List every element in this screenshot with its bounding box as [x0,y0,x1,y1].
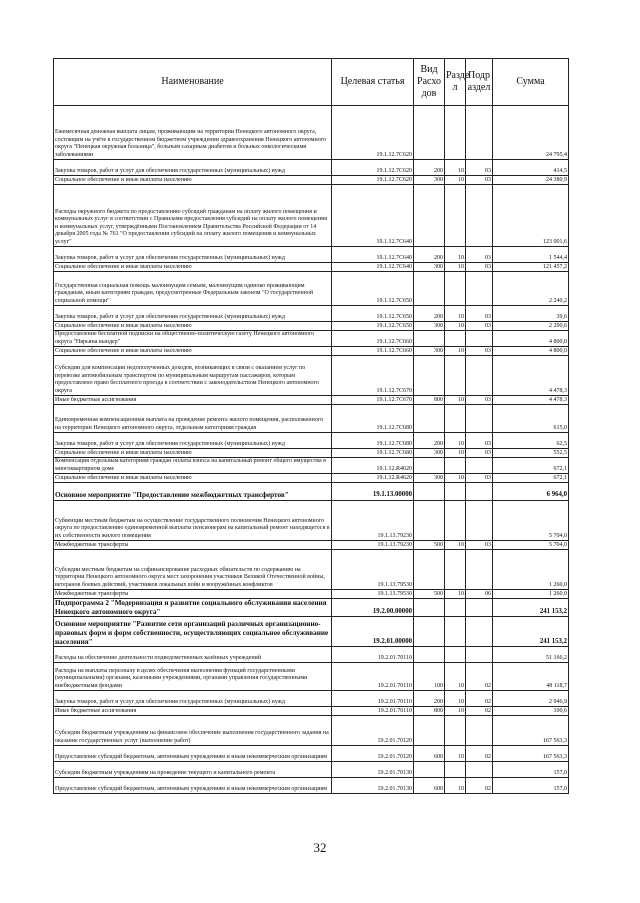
row-name-cell: Государственная социальная помощь малоимущим семьям, малоимущим одиноко проживающим гражданам, иным категориям граждан, предусмотренные Федеральным законом "О государственной социальной помощи" [54,272,332,306]
row-sum-cell: 4 800,0 [493,331,569,347]
row-expense-type-cell: 500 [414,590,445,599]
row-subsection-cell: 02 [466,778,493,794]
row-expense-type-cell [414,458,445,474]
table-row [54,449,569,458]
header-expense-type: Вид Расхо дов [414,59,445,106]
row-subsection-cell [466,647,493,663]
row-name-cell: Основное мероприятие "Предоставление межбюджетных трансфертов" [54,483,332,501]
row-name-cell: Социальное обеспечение и иные выплаты населению [54,322,332,331]
row-sum-cell: 1 260,0 [493,590,569,599]
budget-table-page [53,58,568,794]
table-row [54,599,569,617]
row-section-cell: 10 [445,707,466,716]
row-sum-cell: 167 563,3 [493,716,569,746]
row-target-article-cell: 19.1.12.7С640 [332,263,414,272]
row-subsection-cell: 02 [466,691,493,707]
row-name-cell: Закупка товаров, работ и услуг для обеспечения государственных (муниципальных) нужд [54,433,332,449]
row-sum-cell: 62,5 [493,433,569,449]
row-target-article-cell: 19.2.01.70130 [332,778,414,794]
row-section-cell: 10 [445,347,466,356]
row-section-cell: 10 [445,541,466,550]
row-sum-cell: 24 795,4 [493,106,569,160]
row-expense-type-cell: 200 [414,691,445,707]
row-name-cell: Субвенции местным бюджетам на осуществление государственного полномочия Ненецкого автономного округа по предоставлению единовременной выплаты пенсионерам на капитальный ремонт находящегося в их собственности жилого помещения [54,501,332,541]
row-expense-type-cell: 600 [414,778,445,794]
row-section-cell [445,599,466,617]
row-expense-type-cell [414,331,445,347]
row-target-article-cell: 19.2.01.70130 [332,762,414,778]
row-subsection-cell: 02 [466,707,493,716]
row-section-cell: 10 [445,449,466,458]
row-section-cell: 10 [445,263,466,272]
row-target-article-cell: 19.1.12.7С670 [332,396,414,405]
row-section-cell: 10 [445,322,466,331]
row-sum-cell: 1 260,0 [493,550,569,590]
row-subsection-cell: 03 [466,396,493,405]
table-row [54,272,569,306]
row-name-cell: Компенсация отдельным категориям граждан оплаты взноса на капитальный ремонт общего имущества в многоквартирном доме [54,458,332,474]
row-section-cell: 10 [445,433,466,449]
row-sum-cell: 4 478,3 [493,356,569,396]
row-target-article-cell: 19.1.12.7С650 [332,322,414,331]
row-sum-cell: 157,0 [493,762,569,778]
table-row [54,501,569,541]
row-expense-type-cell [414,762,445,778]
table-row [54,691,569,707]
row-name-cell: Единовременная компенсационная выплата на проведение ремонта жилого помещения, расположенного на территории Ненецкого автономного округа, отдельным категориям граждан [54,405,332,433]
row-subsection-cell [466,405,493,433]
row-name-cell: Социальное обеспечение и иные выплаты населению [54,347,332,356]
row-expense-type-cell: 300 [414,347,445,356]
row-section-cell: 10 [445,691,466,707]
row-section-cell: 10 [445,590,466,599]
table-row [54,356,569,396]
row-name-cell: Закупка товаров, работ и услуг для обеспечения государственных (муниципальных) нужд [54,691,332,707]
row-target-article-cell: 19.1.13.79530 [332,590,414,599]
row-name-cell: Социальное обеспечение и иные выплаты населению [54,263,332,272]
row-subsection-cell [466,458,493,474]
row-sum-cell: 39,6 [493,306,569,322]
header-section: Разде л [445,59,466,106]
row-expense-type-cell: 200 [414,306,445,322]
row-sum-cell: 4 800,0 [493,347,569,356]
row-target-article-cell: 19.1.12.7С620 [332,160,414,176]
table-row [54,396,569,405]
table-row [54,263,569,272]
row-name-cell: Иные бюджетные ассигнования [54,396,332,405]
row-expense-type-cell: 300 [414,263,445,272]
table-row [54,176,569,185]
row-subsection-cell: 03 [466,176,493,185]
row-subsection-cell [466,483,493,501]
row-target-article-cell: 19.1.12.7С640 [332,247,414,263]
table-row [54,483,569,501]
row-name-cell: Иные бюджетные ассигнования [54,707,332,716]
row-expense-type-cell: 800 [414,396,445,405]
row-name-cell: Закупка товаров, работ и услуг для обеспечения государственных (муниципальных) нужд [54,306,332,322]
row-expense-type-cell: 300 [414,176,445,185]
table-row [54,716,569,746]
row-subsection-cell: 03 [466,541,493,550]
row-name-cell: Социальное обеспечение и иные выплаты населению [54,449,332,458]
header-subsection: Подр аздел [466,59,493,106]
row-section-cell [445,716,466,746]
row-expense-type-cell [414,617,445,647]
row-name-cell: Предоставление бесплатной подписки на общественно-политическую газету Ненецкого автономного округа "Нярьяна вындер" [54,331,332,347]
row-subsection-cell: 03 [466,347,493,356]
table-row [54,185,569,247]
row-name-cell: Расходы на выплаты персоналу в целях обеспечения выполнения функций государственными (муниципальными) органами, казенными учреждениями, органами управления государственными внебюджетными фондами [54,663,332,691]
row-subsection-cell: 03 [466,247,493,263]
row-sum-cell: 414,5 [493,160,569,176]
row-sum-cell: 48 118,7 [493,663,569,691]
row-subsection-cell [466,762,493,778]
row-sum-cell: 100,6 [493,707,569,716]
row-target-article-cell: 19.1.13.79530 [332,550,414,590]
header-sum: Сумма [493,59,569,106]
row-expense-type-cell [414,647,445,663]
table-row [54,746,569,762]
row-target-article-cell: 19.1.12.7С660 [332,331,414,347]
row-sum-cell: 157,0 [493,778,569,794]
row-section-cell: 10 [445,176,466,185]
row-name-cell: Межбюджетные трансферты [54,541,332,550]
row-section-cell [445,405,466,433]
row-section-cell [445,458,466,474]
row-name-cell: Субсидии для компенсации недополученных доходов, возникающих в связи с оказанием услуг по перевозке автомобильным транспортом по муниципальным маршрутам пассажиров, которым предоставлено право бесплатного проезда в соответствии с законодательством Ненецкого автономного округа [54,356,332,396]
row-expense-type-cell [414,185,445,247]
row-expense-type-cell: 300 [414,449,445,458]
row-subsection-cell: 03 [466,263,493,272]
row-name-cell: Предоставление субсидий бюджетным, автономным учреждениям и иным некоммерческим организациям [54,746,332,762]
row-name-cell: Закупка товаров, работ и услуг для обеспечения государственных (муниципальных) нужд [54,247,332,263]
row-section-cell: 10 [445,474,466,483]
row-section-cell [445,617,466,647]
row-subsection-cell [466,617,493,647]
row-expense-type-cell: 300 [414,322,445,331]
row-subsection-cell [466,716,493,746]
row-section-cell [445,647,466,663]
row-target-article-cell: 19.1.12.7С650 [332,272,414,306]
row-sum-cell: 615,0 [493,405,569,433]
row-section-cell [445,106,466,160]
row-target-article-cell: 19.1.12.7С620 [332,106,414,160]
row-section-cell: 10 [445,663,466,691]
row-expense-type-cell [414,501,445,541]
row-section-cell: 10 [445,306,466,322]
table-row [54,590,569,599]
row-subsection-cell: 03 [466,449,493,458]
row-section-cell: 10 [445,160,466,176]
row-target-article-cell: 19.2.01.70110 [332,647,414,663]
row-name-cell: Субсидии местным бюджетам на софинансирование расходных обязательств по содержанию на территории Ненецкого автономного округа мест захоронения участников Великой Отечественной войны, ветеранов боевых действий, участников локальных войн и вооружённых конфликтов [54,550,332,590]
row-subsection-cell: 03 [466,306,493,322]
row-expense-type-cell: 800 [414,707,445,716]
row-expense-type-cell [414,405,445,433]
row-expense-type-cell: 200 [414,160,445,176]
row-sum-cell: 2 200,6 [493,322,569,331]
row-target-article-cell: 19.1.12.7С680 [332,433,414,449]
table-body [54,106,569,794]
table-row [54,617,569,647]
row-sum-cell: 6 964,0 [493,483,569,501]
row-section-cell [445,356,466,396]
row-target-article-cell: 19.2.01.70110 [332,707,414,716]
row-section-cell [445,272,466,306]
table-row [54,458,569,474]
row-subsection-cell: 02 [466,746,493,762]
row-expense-type-cell [414,716,445,746]
row-target-article-cell: 19.2.01.00000 [332,617,414,647]
row-target-article-cell: 19.1.12.7С640 [332,185,414,247]
page-number: 32 [313,840,327,855]
row-target-article-cell: 19.1.13.00000 [332,483,414,501]
table-row [54,106,569,160]
row-section-cell [445,483,466,501]
row-sum-cell: 24 380,9 [493,176,569,185]
row-section-cell [445,501,466,541]
table-row [54,663,569,691]
row-expense-type-cell: 500 [414,541,445,550]
row-expense-type-cell: 600 [414,746,445,762]
row-sum-cell: 121 457,2 [493,263,569,272]
table-row [54,322,569,331]
row-section-cell [445,331,466,347]
table-row [54,306,569,322]
table-row [54,647,569,663]
row-section-cell: 10 [445,778,466,794]
row-sum-cell: 552,5 [493,449,569,458]
row-sum-cell: 241 153,2 [493,599,569,617]
row-subsection-cell: 03 [466,322,493,331]
row-name-cell: Социальное обеспечение и иные выплаты населению [54,474,332,483]
row-subsection-cell: 06 [466,590,493,599]
row-sum-cell: 4 478,3 [493,396,569,405]
row-target-article-cell: 19.2.01.70110 [332,691,414,707]
row-expense-type-cell: 300 [414,474,445,483]
table-row [54,347,569,356]
row-subsection-cell [466,356,493,396]
table-row [54,541,569,550]
row-sum-cell: 672,1 [493,474,569,483]
row-target-article-cell: 19.1.12.R4620 [332,458,414,474]
header-name: Наименование [54,59,332,106]
row-target-article-cell: 19.1.12.7С620 [332,176,414,185]
row-subsection-cell: 03 [466,433,493,449]
table-row [54,778,569,794]
row-expense-type-cell: 200 [414,247,445,263]
row-section-cell [445,550,466,590]
row-name-cell: Субсидии бюджетным учреждениям на проведение текущего и капитального ремонта [54,762,332,778]
row-name-cell: Предоставление субсидий бюджетным, автономным учреждениям и иным некоммерческим организациям [54,778,332,794]
row-name-cell: Ежемесячная денежная выплата лицам, проживающим на территории Ненецкого автономного округа, состоящим на учёте в государственном бюджетном учреждении здравоохранения Ненецкого автономного округа "Ненецкая окружная больница", больным сахарным диабетом и больных онкологическими заболеваниями [54,106,332,160]
row-target-article-cell: 19.1.12.7С670 [332,356,414,396]
row-expense-type-cell [414,599,445,617]
row-target-article-cell: 19.2.01.70110 [332,663,414,691]
row-name-cell: Межбюджетные трансферты [54,590,332,599]
table-row [54,550,569,590]
row-name-cell: Подпрограмма 2 "Модернизация и развитие социального обслуживания населения Ненецкого автономного округа" [54,599,332,617]
row-name-cell: Основное мероприятие "Развитие сети организаций различных организационно-правовых форм и форм собственности, осуществляющих социальное обслуживание населения" [54,617,332,647]
row-subsection-cell [466,550,493,590]
row-sum-cell: 123 001,6 [493,185,569,247]
row-name-cell: Социальное обеспечение и иные выплаты населению [54,176,332,185]
row-sum-cell: 5 704,0 [493,501,569,541]
row-subsection-cell [466,331,493,347]
row-expense-type-cell [414,272,445,306]
row-target-article-cell: 19.1.12.7С650 [332,306,414,322]
row-sum-cell: 2 946,9 [493,691,569,707]
row-section-cell [445,762,466,778]
table-row [54,707,569,716]
row-sum-cell: 1 544,4 [493,247,569,263]
row-sum-cell: 2 240,2 [493,272,569,306]
row-subsection-cell: 03 [466,160,493,176]
row-expense-type-cell [414,356,445,396]
row-subsection-cell [466,272,493,306]
row-subsection-cell: 02 [466,663,493,691]
row-name-cell: Расходы на обеспечение деятельности подведомственных казённых учреждений [54,647,332,663]
row-subsection-cell [466,185,493,247]
row-target-article-cell: 19.2.01.70120 [332,746,414,762]
row-sum-cell: 241 153,2 [493,617,569,647]
row-name-cell: Субсидии бюджетным учреждениям на финансовое обеспечение выполнения государственного задания на оказание государственных услуг (выполнение работ) [54,716,332,746]
row-sum-cell: 167 563,3 [493,746,569,762]
row-subsection-cell [466,106,493,160]
table-header-row [54,59,569,106]
row-subsection-cell [466,501,493,541]
row-target-article-cell: 19.1.12.7С680 [332,405,414,433]
row-section-cell: 10 [445,746,466,762]
row-name-cell: Расходы окружного бюджета по предоставлению субсидий гражданам на оплату жилого помещения и коммунальных услуг в соответствии с Правилами предоставления субсидий на оплату жилого помещения и коммунальных услуг, утверждёнными Постановлением Правительства Российской Федерации от 14 декабря 2005 года № 761 "О предоставлении субсидий на оплату жилого помещения и коммунальных услуг" [54,185,332,247]
row-expense-type-cell: 200 [414,433,445,449]
row-subsection-cell: 03 [466,474,493,483]
row-sum-cell: 5 704,0 [493,541,569,550]
row-target-article-cell: 19.1.12.R4620 [332,474,414,483]
row-target-article-cell: 19.1.13.79230 [332,541,414,550]
table-row [54,762,569,778]
row-section-cell [445,185,466,247]
row-sum-cell: 51 166,2 [493,647,569,663]
row-section-cell: 10 [445,396,466,405]
table-row [54,474,569,483]
row-name-cell: Закупка товаров, работ и услуг для обеспечения государственных (муниципальных) нужд [54,160,332,176]
row-target-article-cell: 19.2.01.70120 [332,716,414,746]
row-target-article-cell: 19.1.13.79230 [332,501,414,541]
row-expense-type-cell [414,550,445,590]
header-target-article: Целевая статья [332,59,414,106]
table-row [54,331,569,347]
row-section-cell: 10 [445,247,466,263]
row-sum-cell: 672,1 [493,458,569,474]
table-row [54,405,569,433]
budget-table [53,58,569,794]
row-target-article-cell: 19.2.00.00000 [332,599,414,617]
row-expense-type-cell: 100 [414,663,445,691]
table-row [54,160,569,176]
row-target-article-cell: 19.1.12.7С680 [332,449,414,458]
table-row [54,433,569,449]
row-subsection-cell [466,599,493,617]
row-expense-type-cell [414,483,445,501]
table-row [54,247,569,263]
row-target-article-cell: 19.1.12.7С660 [332,347,414,356]
row-expense-type-cell [414,106,445,160]
